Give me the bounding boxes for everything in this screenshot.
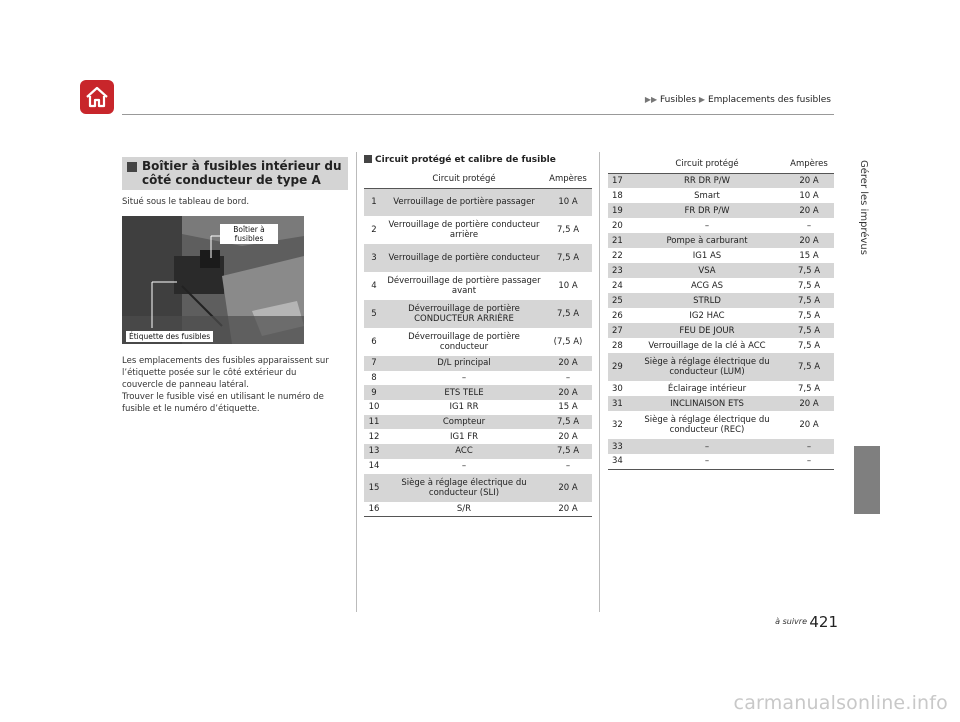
amperage: 20 A <box>784 233 834 248</box>
watermark: carmanualsonline.info <box>733 692 948 714</box>
circuit-name: Verrouillage de portière passager <box>384 188 544 216</box>
table-row <box>364 328 592 356</box>
table-row <box>608 353 834 381</box>
amperage: 7,5 A <box>797 310 821 321</box>
table-row <box>364 385 592 400</box>
fuse-number: 27 <box>608 323 630 338</box>
breadcrumb-link-fuses[interactable]: Fusibles <box>660 95 697 105</box>
table-row <box>364 272 592 300</box>
fuse-number: 5 <box>364 300 384 328</box>
table-row <box>364 474 592 502</box>
table-row <box>364 371 592 386</box>
circuit-name: Déverrouillage de portière CONDUCTEUR ARRIÈRE <box>384 300 544 328</box>
circuit-name: Smart <box>694 190 720 201</box>
fuse-number: 21 <box>608 233 630 248</box>
heading-square-icon <box>364 155 372 163</box>
table-row <box>364 502 592 517</box>
circuit-name: D/L principal <box>384 356 544 371</box>
fuse-number: 10 <box>368 402 380 413</box>
table-row <box>608 248 834 263</box>
circuit-name: Pompe à carburant <box>630 233 784 248</box>
table-row <box>364 400 592 415</box>
breadcrumb-arrow-icon: ▶ <box>698 95 706 104</box>
table-row <box>364 356 592 371</box>
table-row <box>364 216 592 244</box>
fuse-table-right <box>608 155 834 470</box>
amperage: 20 A <box>784 173 834 188</box>
amperage: 7,5 A <box>797 340 821 351</box>
column-divider <box>356 152 357 612</box>
chapter-side-tab[interactable] <box>857 160 871 290</box>
table-row <box>608 454 834 469</box>
amperage: – <box>806 220 812 231</box>
amperage: 7,5 A <box>784 353 834 381</box>
chapter-side-tab-label: Gérer les imprévus <box>858 160 869 255</box>
breadcrumb-arrow-icon: ▶▶ <box>644 95 658 104</box>
table-row <box>608 411 834 439</box>
home-icon <box>85 86 109 108</box>
heading-square-icon <box>127 162 137 172</box>
amperage: – <box>784 439 834 454</box>
table-row <box>364 188 592 216</box>
amperage: 20 A <box>544 385 592 400</box>
table-row <box>608 233 834 248</box>
fuse-number: 22 <box>612 250 623 261</box>
breadcrumb <box>645 95 831 105</box>
fuse-number: 23 <box>608 263 630 278</box>
col-circuit: Circuit protégé <box>384 170 544 188</box>
table-row <box>608 188 834 203</box>
description-line: couvercle de panneau latéral. <box>122 380 249 390</box>
circuit-name: STRLD <box>630 293 784 308</box>
amperage: 7,5 A <box>544 300 592 328</box>
circuit-name: IG1 AS <box>692 250 722 261</box>
page-number: 421 <box>809 613 838 631</box>
circuit-name: Verrouillage de portière conducteur arrière <box>388 220 540 240</box>
amperage: 15 A <box>558 402 578 413</box>
fuse-number: 33 <box>608 439 630 454</box>
circuit-name: Verrouillage de portière conducteur <box>384 244 544 272</box>
table-row <box>608 218 834 233</box>
circuit-name: Siège à réglage électrique du conducteur (SLI) <box>384 474 544 502</box>
table-row <box>608 396 834 411</box>
circuit-name: Verrouillage de la clé à ACC <box>648 340 766 351</box>
fuse-number: 16 <box>364 502 384 517</box>
circuit-name: – <box>630 454 784 469</box>
col-number <box>364 170 384 188</box>
table-row <box>608 381 834 396</box>
fuse-box-photo <box>122 216 304 344</box>
table-row <box>364 444 592 459</box>
fuse-number: 4 <box>371 281 377 291</box>
fuse-number: 9 <box>364 385 384 400</box>
circuit-name: Déverrouillage de portière conducteur <box>408 332 520 352</box>
fuse-number: 28 <box>612 340 623 351</box>
table-row <box>364 429 592 444</box>
fuse-box-callout: Boîtier à fusibles <box>220 224 278 244</box>
fuse-number: 31 <box>608 396 630 411</box>
fuse-table-title <box>364 155 556 165</box>
table-row <box>364 300 592 328</box>
circuit-name: Siège à réglage électrique du conducteur (LUM) <box>630 353 784 381</box>
table-row <box>364 459 592 474</box>
fuse-number: 19 <box>608 203 630 218</box>
amperage: – <box>784 454 834 469</box>
description-line: fusible et le numéro d’étiquette. <box>122 404 260 414</box>
fuse-number: 14 <box>368 461 380 472</box>
location-text: Situé sous le tableau de bord. <box>122 197 250 207</box>
circuit-name: Compteur <box>384 415 544 430</box>
fuse-number: 20 <box>612 220 623 231</box>
breadcrumb-current: Emplacements des fusibles <box>707 95 831 105</box>
description-line: l’étiquette posée sur le côté extérieur du <box>122 368 297 378</box>
col-amps: Ampères <box>784 155 834 173</box>
fuse-number: 26 <box>612 310 623 321</box>
amperage: 20 A <box>784 203 834 218</box>
fuse-number: 6 <box>371 337 377 347</box>
circuit-name: FR DR P/W <box>630 203 784 218</box>
fuse-number: 3 <box>364 244 384 272</box>
fuse-label-callout: Étiquette des fusibles <box>126 331 213 342</box>
col-number <box>608 155 630 173</box>
amperage: – <box>565 461 571 472</box>
table-header-row <box>608 155 834 173</box>
fuse-number: 8 <box>371 373 377 384</box>
amperage: 7,5 A <box>544 244 592 272</box>
amperage: 7,5 A <box>797 383 821 394</box>
section-heading <box>122 157 348 190</box>
amperage: 20 A <box>544 356 592 371</box>
fuse-number: 29 <box>608 353 630 381</box>
circuit-name: S/R <box>384 502 544 517</box>
circuit-name: FEU DE JOUR <box>630 323 784 338</box>
circuit-name: IG1 FR <box>450 431 478 442</box>
circuit-name: IG2 HAC <box>689 310 725 321</box>
description-line: Trouver le fusible visé en utilisant le numéro de <box>122 392 324 402</box>
amperage: 20 A <box>799 420 819 430</box>
col-circuit: Circuit protégé <box>630 155 784 173</box>
circuit-name: Éclairage intérieur <box>667 383 747 394</box>
fuse-table-title-text: Circuit protégé et calibre de fusible <box>375 155 556 165</box>
fuse-number: 11 <box>364 415 384 430</box>
fuse-number: 30 <box>612 383 623 394</box>
table-row <box>608 263 834 278</box>
fuse-number: 32 <box>612 420 623 430</box>
col-amps: Ampères <box>544 170 592 188</box>
amperage: 7,5 A <box>556 225 580 235</box>
amperage: 20 A <box>784 396 834 411</box>
amperage: – <box>565 373 571 384</box>
section-title-line1: Boîtier à fusibles intérieur du <box>142 159 342 173</box>
circuit-name: INCLINAISON ETS <box>630 396 784 411</box>
fuse-number: 1 <box>364 188 384 216</box>
circuit-name: VSA <box>630 263 784 278</box>
fuse-number: 24 <box>612 280 623 291</box>
circuit-name: ETS TELE <box>384 385 544 400</box>
table-row <box>608 173 834 188</box>
fuse-number: 15 <box>364 474 384 502</box>
amperage: 7,5 A <box>784 263 834 278</box>
fuse-table-left <box>364 170 592 517</box>
circuit-name: Siège à réglage électrique du conducteur (REC) <box>644 415 770 435</box>
circuit-name: – <box>461 373 467 384</box>
amperage: 7,5 A <box>544 415 592 430</box>
table-row <box>608 278 834 293</box>
amperage: 10 A <box>558 281 578 291</box>
circuit-name: – <box>704 220 710 231</box>
fuse-number: 17 <box>608 173 630 188</box>
circuit-name: Déverrouillage de portière passager avant <box>387 276 541 296</box>
amperage: 20 A <box>558 431 578 442</box>
circuit-name: – <box>630 439 784 454</box>
amperage: 15 A <box>799 250 819 261</box>
table-row <box>364 415 592 430</box>
description-text <box>122 355 350 415</box>
table-row <box>608 203 834 218</box>
fuse-number: 34 <box>608 454 630 469</box>
amperage: 10 A <box>544 188 592 216</box>
fuse-number: 18 <box>612 190 623 201</box>
header-rule <box>122 114 834 115</box>
amperage: (7,5 A) <box>553 337 583 347</box>
table-row <box>608 308 834 323</box>
amperage: 7,5 A <box>797 280 821 291</box>
continued-label: à suivre <box>775 617 807 626</box>
column-divider <box>599 152 600 612</box>
circuit-name: ACC <box>384 444 544 459</box>
amperage: 7,5 A <box>544 444 592 459</box>
description-line: Les emplacements des fusibles apparaissent sur <box>122 356 329 366</box>
circuit-name: – <box>461 461 467 472</box>
amperage: 20 A <box>544 474 592 502</box>
circuit-name: ACG AS <box>690 280 724 291</box>
table-row <box>608 293 834 308</box>
fuse-number: 13 <box>364 444 384 459</box>
table-row <box>608 439 834 454</box>
fuse-number: 7 <box>364 356 384 371</box>
amperage: 7,5 A <box>784 323 834 338</box>
chapter-thumb-marker <box>854 446 880 514</box>
table-row <box>608 323 834 338</box>
circuit-name: IG1 RR <box>449 402 479 413</box>
table-row <box>364 244 592 272</box>
fuse-number: 25 <box>608 293 630 308</box>
fuse-number: 2 <box>371 225 377 235</box>
amperage: 7,5 A <box>784 293 834 308</box>
fuse-number: 12 <box>368 431 380 442</box>
table-row <box>608 338 834 353</box>
circuit-name: RR DR P/W <box>630 173 784 188</box>
table-header-row <box>364 170 592 188</box>
amperage: 10 A <box>799 190 819 201</box>
section-title-line2: côté conducteur de type A <box>142 173 321 187</box>
home-button[interactable] <box>80 80 114 114</box>
amperage: 20 A <box>544 502 592 517</box>
